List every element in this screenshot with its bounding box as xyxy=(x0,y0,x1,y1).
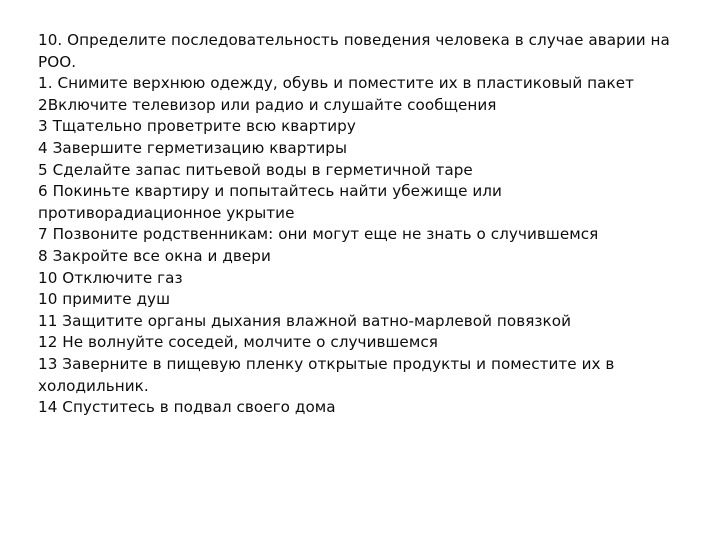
answer-option-8: 8 Закройте все окна и двери xyxy=(38,246,271,265)
answer-option-12: 12 Не волнуйте соседей, молчите о случившемся xyxy=(38,333,438,352)
answer-option-14: 14 Спуститесь в подвал своего дома xyxy=(38,398,336,417)
answer-option-3: 3 Тщательно проветрите всю квартиру xyxy=(38,117,356,136)
answer-option-6: 6 Покиньте квартиру и попытайтесь найти убежище или противорадиационное укрытие xyxy=(38,182,507,222)
answer-option-1: 1. Снимите верхнюю одежду, обувь и поместите их в пластиковый пакет xyxy=(38,74,634,93)
answer-option-7: 7 Позвоните родственникам: они могут еще не знать о случившемся xyxy=(38,225,599,244)
answer-option-11: 11 Защитите органы дыхания влажной ватно-марлевой повязкой xyxy=(38,311,572,330)
answer-option-10: 10 примите душ xyxy=(38,290,171,309)
answer-option-9: 10 Отключите газ xyxy=(38,268,183,287)
answer-option-2: 2Включите телевизор или радио и слушайте сообщения xyxy=(38,95,497,114)
answer-option-5: 5 Сделайте запас питьевой воды в герметичной таре xyxy=(38,160,473,179)
answer-option-13: 13 Заверните в пищевую пленку открытые продукты и поместите их в холодильник. xyxy=(38,354,620,395)
question-text-block xyxy=(38,30,688,419)
question-heading: 10. Определите последовательность поведения человека в случае аварии на РОО. xyxy=(38,31,675,71)
answer-option-4: 4 Завершите герметизацию квартиры xyxy=(38,138,348,157)
